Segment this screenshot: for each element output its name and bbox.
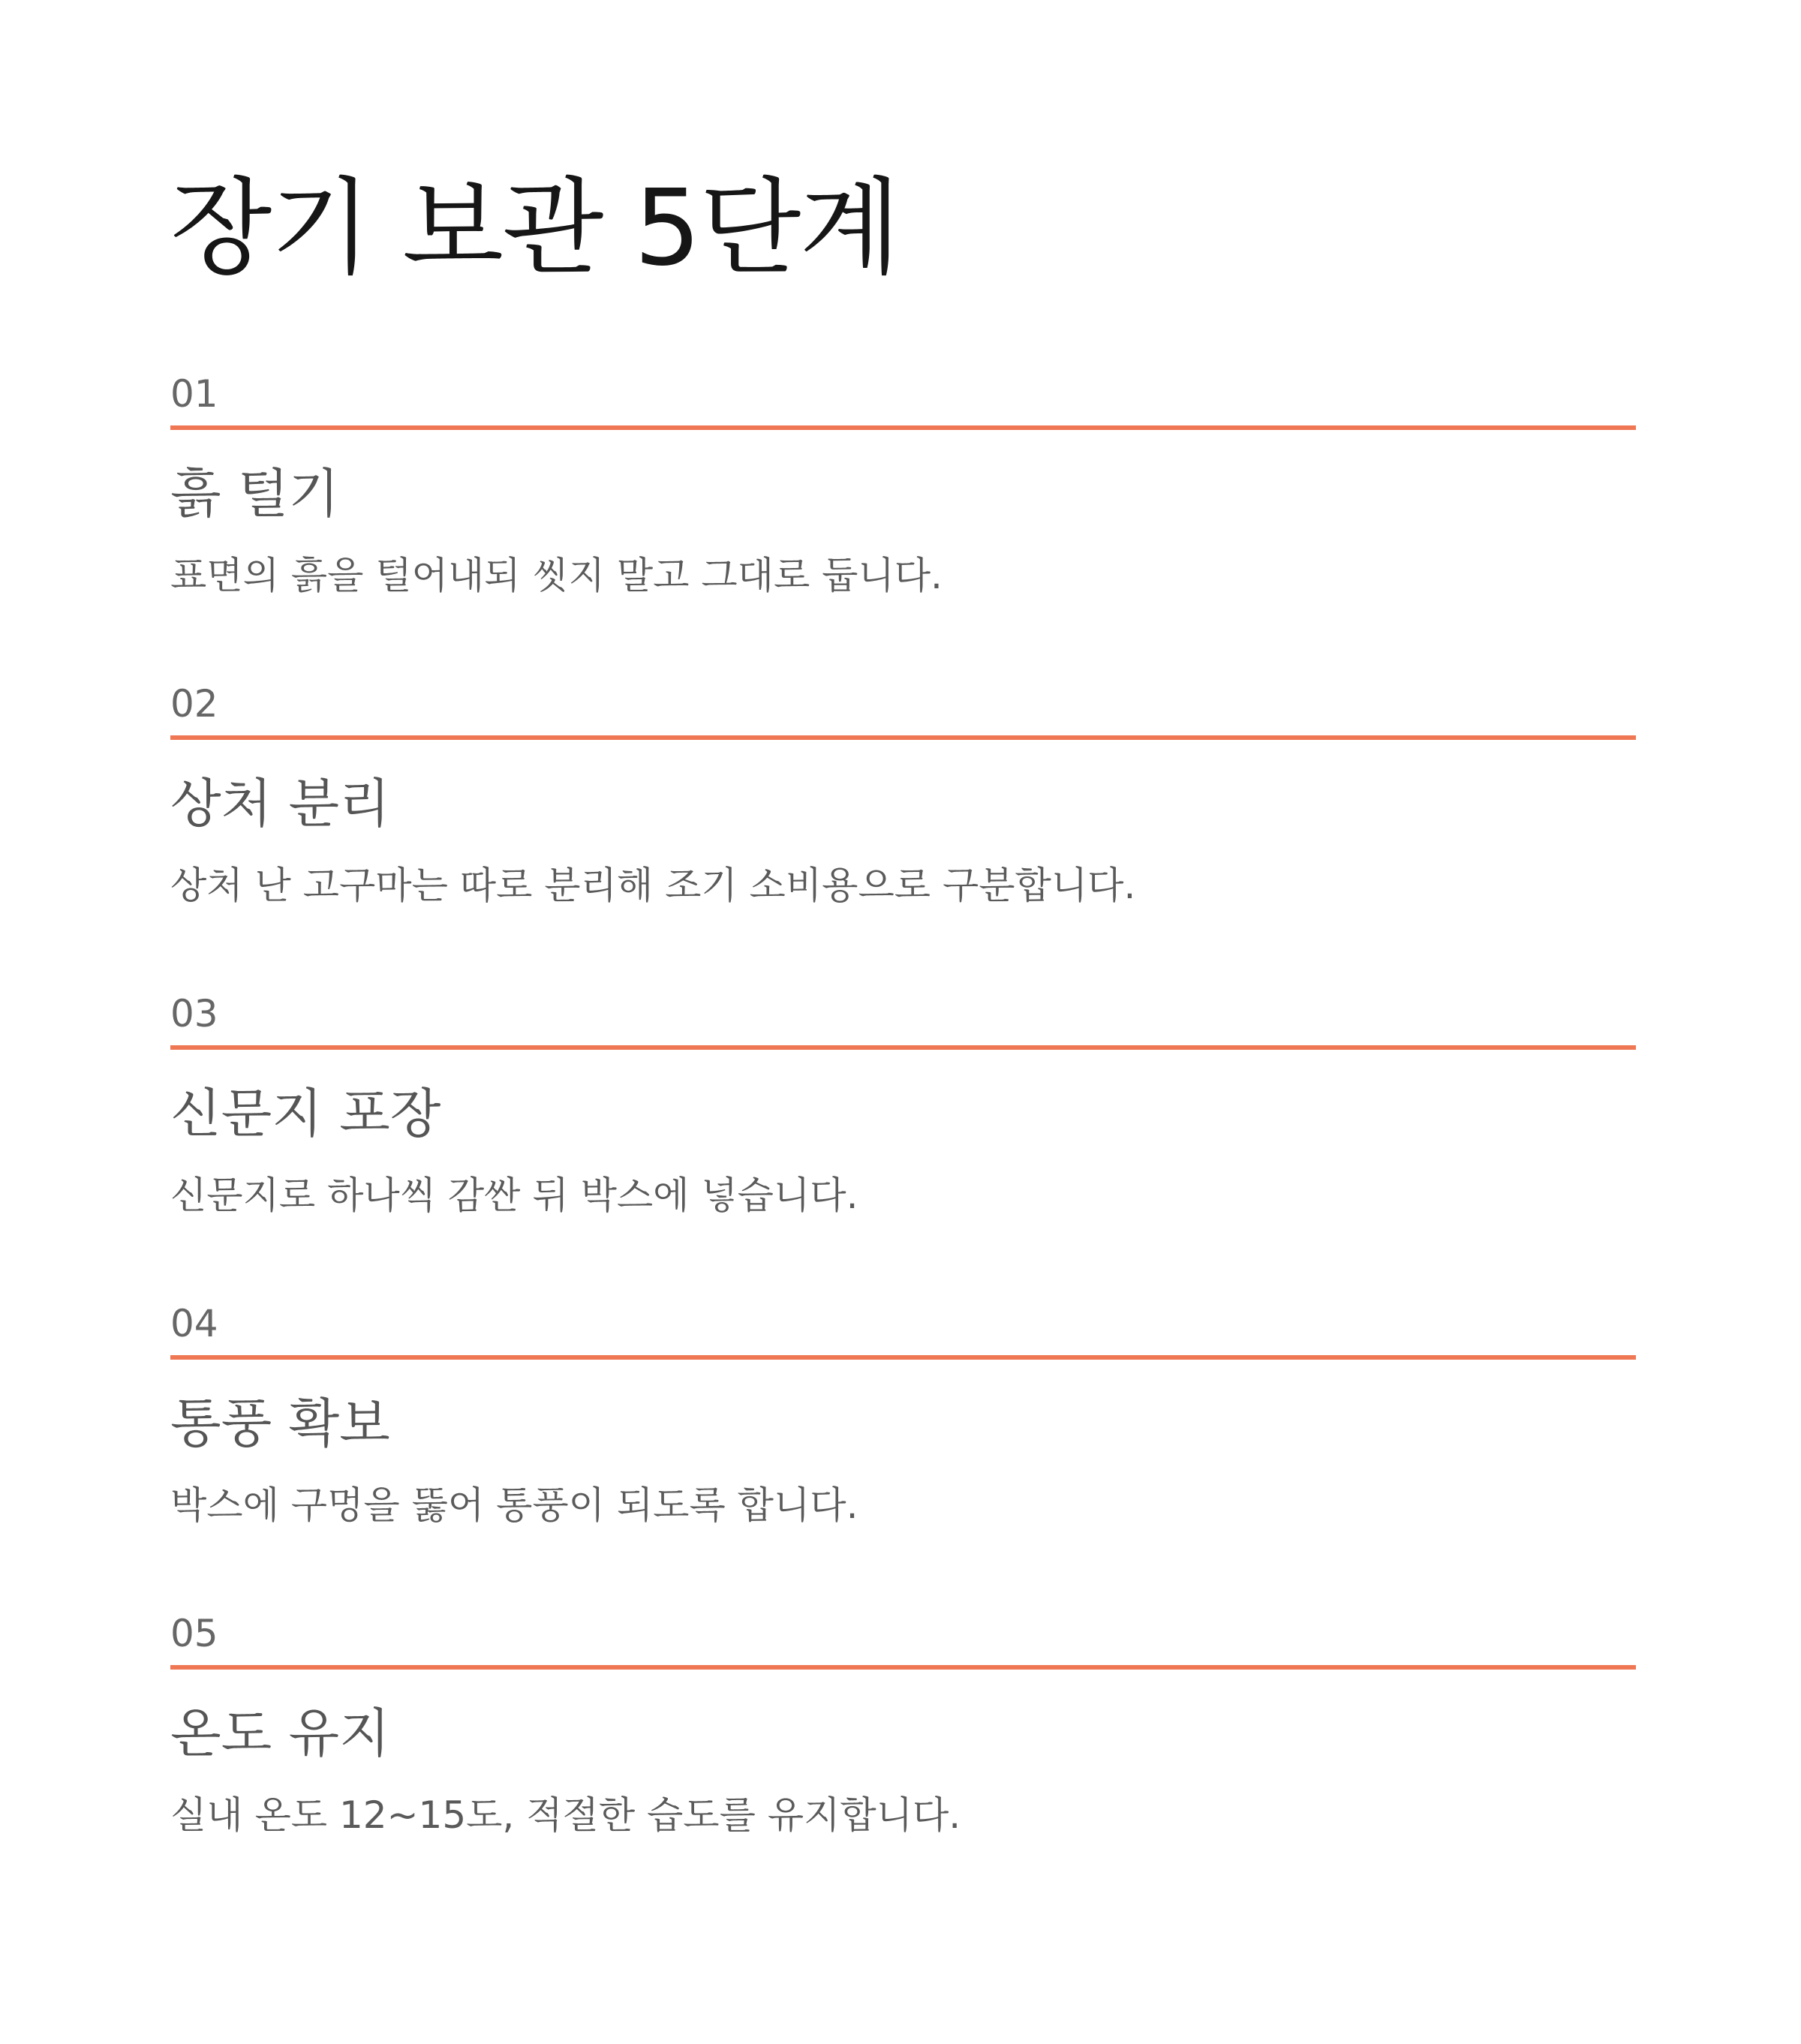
step-description: 표면의 흙을 털어내되 씻지 말고 그대로 둡니다. <box>170 554 943 597</box>
step-number: 01 <box>170 372 218 416</box>
step-divider <box>170 425 1636 430</box>
step-divider <box>170 735 1636 740</box>
step-number: 02 <box>170 682 218 726</box>
step-description: 신문지로 하나씩 감싼 뒤 박스에 넣습니다. <box>170 1174 858 1217</box>
step-title: 온도 유지 <box>170 1703 390 1764</box>
step-description: 상처 난 고구마는 따로 분리해 조기 소비용으로 구분합니다. <box>170 864 1136 907</box>
step-number: 03 <box>170 992 218 1036</box>
step-item-05 <box>170 1611 1636 1866</box>
step-title: 흙 털기 <box>170 463 340 525</box>
step-item-03 <box>170 991 1636 1246</box>
step-item-02 <box>170 681 1636 936</box>
step-item-04 <box>170 1301 1636 1556</box>
step-title: 상처 분리 <box>170 773 390 834</box>
step-description: 박스에 구멍을 뚫어 통풍이 되도록 합니다. <box>170 1483 858 1527</box>
step-title: 통풍 확보 <box>170 1393 390 1454</box>
step-divider <box>170 1355 1636 1360</box>
step-number: 04 <box>170 1302 218 1345</box>
page-title: 장기 보관 5단계 <box>170 167 900 290</box>
step-number: 05 <box>170 1612 218 1655</box>
step-item-01 <box>170 371 1636 627</box>
step-description: 실내 온도 12~15도, 적절한 습도를 유지합니다. <box>170 1793 961 1837</box>
step-divider <box>170 1045 1636 1050</box>
step-divider <box>170 1665 1636 1670</box>
step-title: 신문지 포장 <box>170 1083 441 1144</box>
